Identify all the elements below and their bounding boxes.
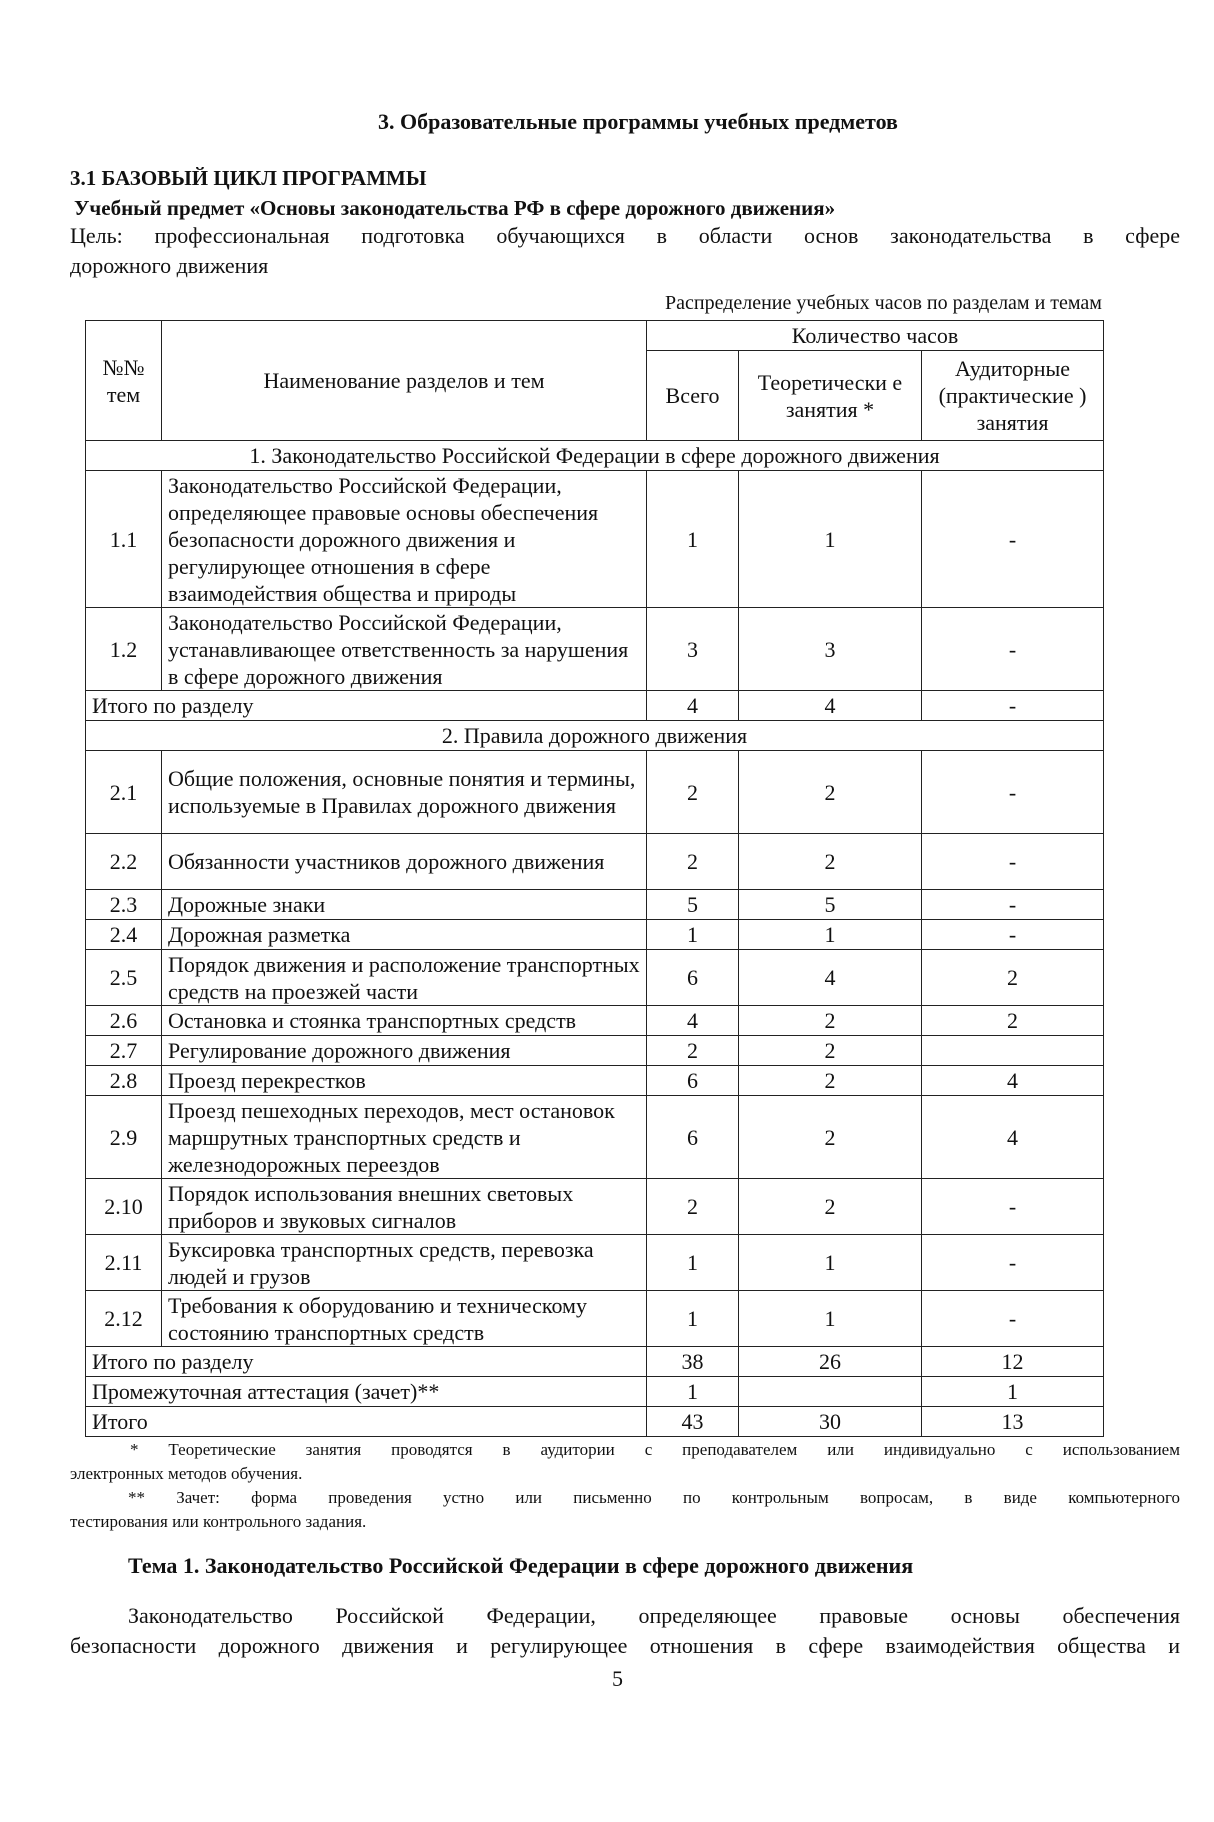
row-name: Остановка и стоянка транспортных средств <box>162 1006 647 1036</box>
row-practice: - <box>922 751 1104 834</box>
row-theory: 1 <box>739 471 922 608</box>
row-practice: 4 <box>922 1066 1104 1096</box>
row-theory: 2 <box>739 1036 922 1066</box>
goal-line-1: Цель: профессиональная подготовка обучающихся в области основ законодательства в сфере <box>70 223 1180 248</box>
row-practice: - <box>922 1291 1104 1347</box>
footnote-2-line-2: тестирования или контрольного задания. <box>70 1512 367 1531</box>
row-name: Дорожные знаки <box>162 890 647 920</box>
row-theory: 1 <box>739 1291 922 1347</box>
header-practice: Аудиторные (практические ) занятия <box>922 351 1104 441</box>
row-num: 2.2 <box>86 834 162 890</box>
row-total: 1 <box>647 1235 739 1291</box>
table-row <box>86 1006 1104 1036</box>
goal-line-2: дорожного движения <box>70 253 269 278</box>
row-total: 6 <box>647 1096 739 1179</box>
row-total: 6 <box>647 1066 739 1096</box>
table-row <box>86 1036 1104 1066</box>
header-name: Наименование разделов и тем <box>162 321 647 441</box>
row-practice: 4 <box>922 1096 1104 1179</box>
row-total: 2 <box>647 1179 739 1235</box>
section-1-title: 1. Законодательство Российской Федерации в сфере дорожного движения <box>86 441 1104 471</box>
grand-total-row <box>86 1407 1104 1437</box>
row-practice: - <box>922 920 1104 950</box>
row-total: 1 <box>647 471 739 608</box>
row-total: 4 <box>647 1006 739 1036</box>
row-num: 2.9 <box>86 1096 162 1179</box>
grand-total-total: 43 <box>647 1407 739 1437</box>
table-row <box>86 1235 1104 1291</box>
row-num: 2.6 <box>86 1006 162 1036</box>
row-num: 2.3 <box>86 890 162 920</box>
table-row <box>86 834 1104 890</box>
row-num: 2.5 <box>86 950 162 1006</box>
row-total: 1 <box>647 1291 739 1347</box>
subtotal-theory: 4 <box>739 691 922 721</box>
body-line-1: Законодательство Российской Федерации, определяющее правовые основы обеспечения <box>128 1603 1180 1628</box>
table-caption: Распределение учебных часов по разделам и темам <box>665 292 1102 314</box>
row-name: Законодательство Российской Федерации, определяющее правовые основы обеспечения безопасности дорожного движения и регулирующее отношения в сфере взаимодействия общества и природы <box>162 471 647 608</box>
row-total: 5 <box>647 890 739 920</box>
table-row <box>86 920 1104 950</box>
table-row <box>86 751 1104 834</box>
row-name: Проезд перекрестков <box>162 1066 647 1096</box>
grand-total-label: Итого <box>86 1407 647 1437</box>
body-line-2: безопасности дорожного движения и регулирующее отношения в сфере взаимодействия общества и <box>70 1633 1180 1658</box>
subtotal-practice: - <box>922 691 1104 721</box>
row-theory: 2 <box>739 1006 922 1036</box>
row-practice: - <box>922 1235 1104 1291</box>
row-name: Буксировка транспортных средств, перевозка людей и грузов <box>162 1235 647 1291</box>
row-theory: 1 <box>739 1235 922 1291</box>
row-practice: - <box>922 471 1104 608</box>
table-row <box>86 1066 1104 1096</box>
attestation-label: Промежуточная аттестация (зачет)** <box>86 1377 647 1407</box>
row-name: Обязанности участников дорожного движения <box>162 834 647 890</box>
grand-total-theory: 30 <box>739 1407 922 1437</box>
row-total: 2 <box>647 751 739 834</box>
table-row <box>86 890 1104 920</box>
subtotal-label: Итого по разделу <box>86 691 647 721</box>
row-num: 1.1 <box>86 471 162 608</box>
cycle-title: 3.1 БАЗОВЫЙ ЦИКЛ ПРОГРАММЫ <box>70 166 427 190</box>
row-num: 2.7 <box>86 1036 162 1066</box>
row-name: Общие положения, основные понятия и термины, используемые в Правилах дорожного движения <box>162 751 647 834</box>
row-num: 2.4 <box>86 920 162 950</box>
row-theory: 2 <box>739 834 922 890</box>
grand-total-practice: 13 <box>922 1407 1104 1437</box>
footnote-2-line-1: ** Зачет: форма проведения устно или письменно по контрольным вопросам, в виде компьютерного <box>128 1488 1180 1507</box>
header-hours: Количество часов <box>647 321 1104 351</box>
row-name: Требования к оборудованию и техническому состоянию транспортных средств <box>162 1291 647 1347</box>
row-total: 2 <box>647 834 739 890</box>
table-row <box>86 1291 1104 1347</box>
table-row <box>86 471 1104 608</box>
subtotal-theory: 26 <box>739 1347 922 1377</box>
table-row <box>86 608 1104 691</box>
row-practice <box>922 1036 1104 1066</box>
row-name: Порядок движения и расположение транспортных средств на проезжей части <box>162 950 647 1006</box>
hours-table <box>85 320 1104 1437</box>
row-practice: 2 <box>922 950 1104 1006</box>
row-total: 2 <box>647 1036 739 1066</box>
table-row <box>86 950 1104 1006</box>
row-theory: 5 <box>739 890 922 920</box>
row-theory: 4 <box>739 950 922 1006</box>
row-theory: 1 <box>739 920 922 950</box>
footnote-1-line-1: * Теоретические занятия проводятся в аудитории с преподавателем или индивидуально с использованием <box>130 1440 1180 1459</box>
section-2-title: 2. Правила дорожного движения <box>86 721 1104 751</box>
header-theory: Теоретически е занятия * <box>739 351 922 441</box>
attestation-total: 1 <box>647 1377 739 1407</box>
row-total: 3 <box>647 608 739 691</box>
row-num: 2.1 <box>86 751 162 834</box>
row-theory: 2 <box>739 751 922 834</box>
topic-heading: Тема 1. Законодательство Российской Федерации в сфере дорожного движения <box>128 1553 914 1578</box>
row-theory: 2 <box>739 1096 922 1179</box>
row-practice: - <box>922 834 1104 890</box>
subtotal-practice: 12 <box>922 1347 1104 1377</box>
row-num: 2.12 <box>86 1291 162 1347</box>
row-theory: 2 <box>739 1179 922 1235</box>
row-num: 2.8 <box>86 1066 162 1096</box>
row-practice: - <box>922 890 1104 920</box>
section-heading: 3. Образовательные программы учебных предметов <box>378 109 898 134</box>
row-total: 1 <box>647 920 739 950</box>
attestation-row <box>86 1377 1104 1407</box>
row-theory: 3 <box>739 608 922 691</box>
attestation-practice: 1 <box>922 1377 1104 1407</box>
row-practice: - <box>922 1179 1104 1235</box>
subtotal-label: Итого по разделу <box>86 1347 647 1377</box>
row-name: Проезд пешеходных переходов, мест остановок маршрутных транспортных средств и железнодорожных переездов <box>162 1096 647 1179</box>
attestation-theory <box>739 1377 922 1407</box>
row-num: 2.10 <box>86 1179 162 1235</box>
page-number: 5 <box>612 1666 623 1691</box>
row-practice: 2 <box>922 1006 1104 1036</box>
section-2-total-row <box>86 1347 1104 1377</box>
subject-title: Учебный предмет «Основы законодательства РФ в сфере дорожного движения» <box>74 196 836 220</box>
header-num: №№ тем <box>86 321 162 441</box>
footnote-1-line-2: электронных методов обучения. <box>70 1464 303 1483</box>
row-name: Регулирование дорожного движения <box>162 1036 647 1066</box>
row-num: 2.11 <box>86 1235 162 1291</box>
row-theory: 2 <box>739 1066 922 1096</box>
table-row <box>86 1096 1104 1179</box>
row-name: Дорожная разметка <box>162 920 647 950</box>
header-total: Всего <box>647 351 739 441</box>
row-num: 1.2 <box>86 608 162 691</box>
table-row <box>86 1179 1104 1235</box>
row-total: 6 <box>647 950 739 1006</box>
row-name: Законодательство Российской Федерации, устанавливающее ответственность за нарушения в сфере дорожного движения <box>162 608 647 691</box>
row-practice: - <box>922 608 1104 691</box>
subtotal-total: 38 <box>647 1347 739 1377</box>
row-name: Порядок использования внешних световых приборов и звуковых сигналов <box>162 1179 647 1235</box>
subtotal-total: 4 <box>647 691 739 721</box>
section-1-total-row <box>86 691 1104 721</box>
